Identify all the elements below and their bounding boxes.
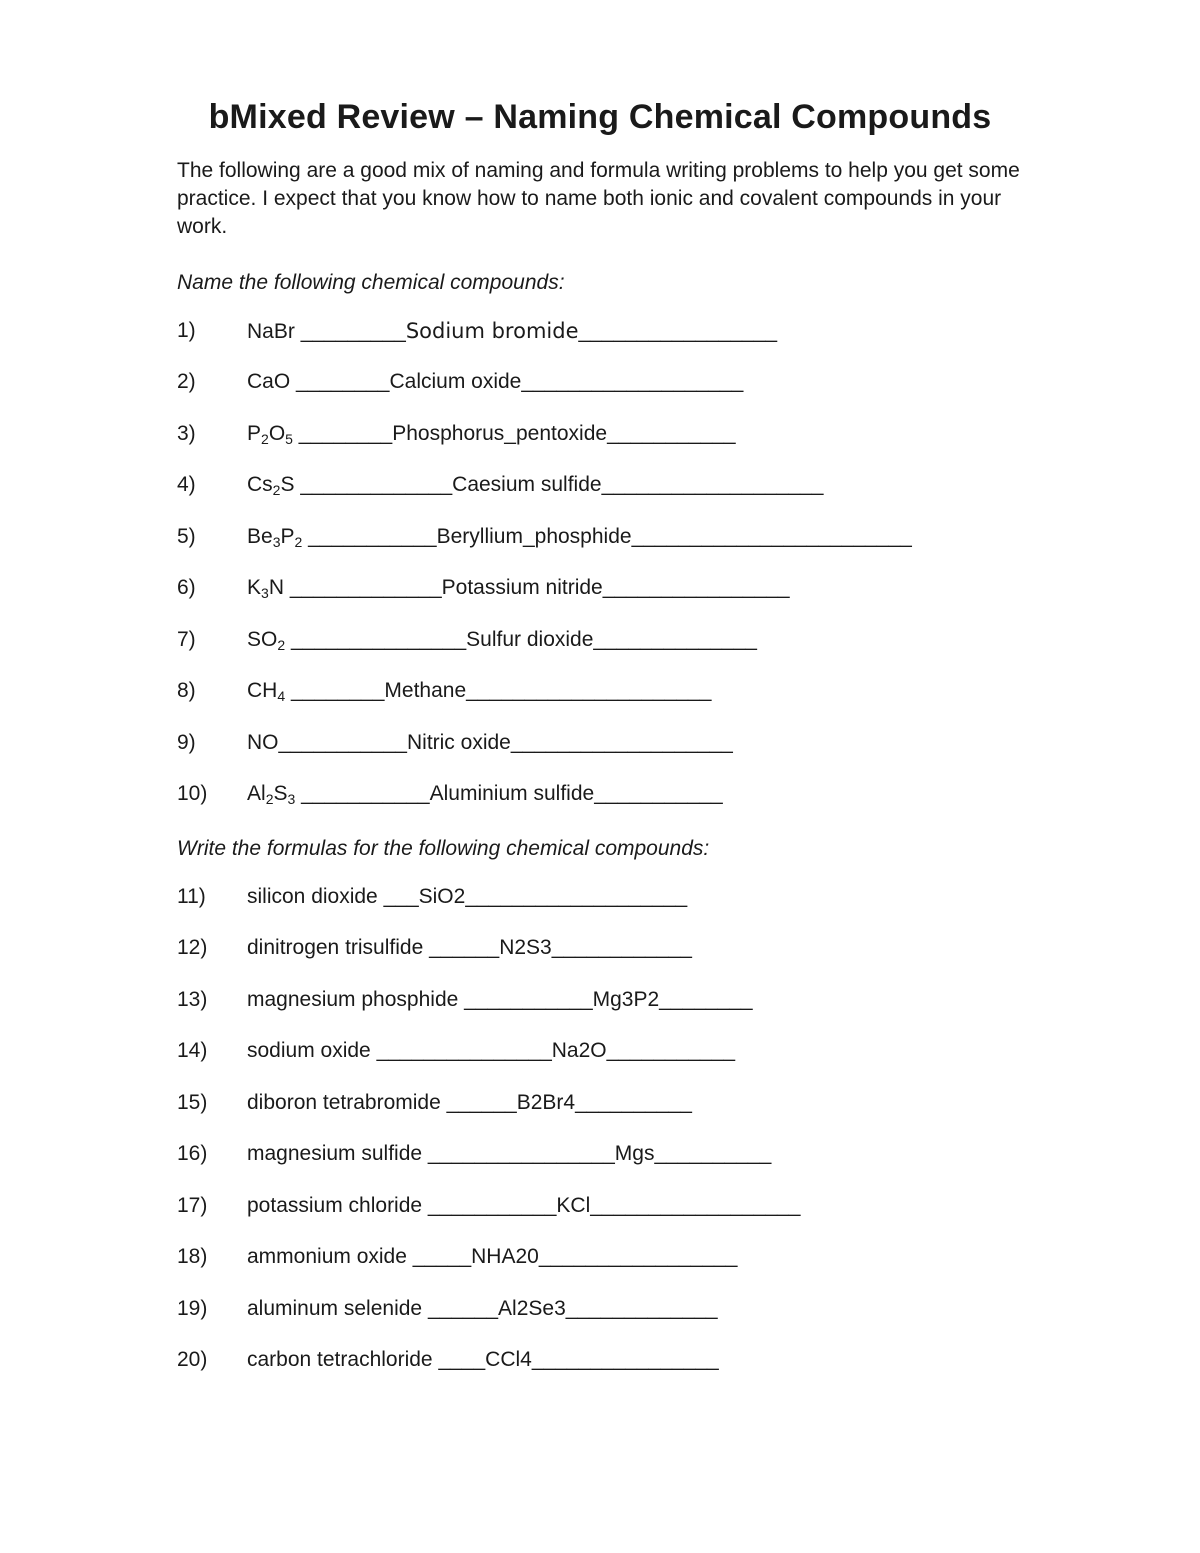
answer-text: KCl xyxy=(556,1194,591,1217)
chemical-formula: $Cs_2S$ xyxy=(247,473,295,498)
answer-text: Phosphorus_pentoxide xyxy=(392,422,608,445)
question-number: 3) xyxy=(177,422,196,445)
question-content xyxy=(247,523,912,551)
answer-text: CCl4 xyxy=(485,1348,532,1371)
answer-blank-leading: _________ xyxy=(294,320,406,343)
question-content xyxy=(247,1192,800,1220)
question-number: 6) xyxy=(177,576,196,599)
section-heading-naming: Name the following chemical compounds: xyxy=(177,271,565,294)
question-number: 8) xyxy=(177,679,196,702)
answer-blank-leading: ________ xyxy=(285,679,385,702)
question-number: 12) xyxy=(177,936,208,959)
answer-blank-leading: _______________ xyxy=(285,628,467,651)
answer-text: Mg3P2 xyxy=(592,988,660,1011)
formula-subscript: 2 xyxy=(277,637,286,653)
question-content xyxy=(247,934,692,962)
compound-name: aluminum selenide xyxy=(247,1297,423,1320)
formula-subscript: 2 xyxy=(272,482,281,498)
question-number: 7) xyxy=(177,628,196,651)
chemical-formula: $Be_3P_2$ xyxy=(247,525,303,550)
answer-blank-leading: ___________ xyxy=(422,1194,557,1217)
answer-blank-trailing: ________ xyxy=(659,988,753,1011)
chemical-formula: $Al_2S_3$ xyxy=(247,782,296,807)
answer-blank-trailing: ________________________ xyxy=(631,525,912,548)
formula-subscript: 3 xyxy=(272,534,281,550)
answer-text: Aluminium sulfide xyxy=(429,782,595,805)
answer-blank-trailing: ______________ xyxy=(593,628,757,651)
formula-subscript: 2 xyxy=(261,431,269,447)
question-number: 1) xyxy=(177,319,196,342)
question-number: 9) xyxy=(177,731,196,754)
compound-name: diboron tetrabromide xyxy=(247,1091,441,1114)
chemical-formula: $K_3N$ xyxy=(247,576,284,601)
chemical-formula: CaO xyxy=(247,370,291,393)
formula-subscript: 2 xyxy=(265,791,274,807)
answer-text: Beryllium_phosphide xyxy=(436,525,632,548)
formula-subscript: 5 xyxy=(285,431,293,447)
formula-subscript: 4 xyxy=(277,688,286,704)
question-number: 16) xyxy=(177,1142,208,1165)
page-title: bMixed Review – Naming Chemical Compounds xyxy=(208,98,992,136)
answer-blank-leading: ______ xyxy=(440,1091,517,1114)
question-content xyxy=(247,1243,737,1271)
compound-name: silicon dioxide xyxy=(247,885,378,908)
answer-blank-leading: ________ xyxy=(292,422,393,445)
question-number: 2) xyxy=(177,370,196,393)
answer-blank-leading: ________________ xyxy=(422,1142,615,1165)
question-content xyxy=(247,626,757,654)
answer-blank-trailing: ________________ xyxy=(531,1348,719,1371)
answer-text: Nitric oxide xyxy=(406,731,511,754)
answer-blank-leading: ___________ xyxy=(302,525,437,548)
compound-name: ammonium oxide xyxy=(247,1245,407,1268)
answer-blank-leading: _____________ xyxy=(294,473,453,496)
answer-text: SiO2 xyxy=(418,885,466,908)
question-number: 17) xyxy=(177,1194,208,1217)
answer-text: NHA20 xyxy=(471,1245,539,1268)
answer-blank-trailing: ___________________ xyxy=(510,731,733,754)
question-content xyxy=(247,317,777,346)
question-content xyxy=(247,677,711,705)
question-number: 4) xyxy=(177,473,196,496)
formula-subscript: 3 xyxy=(287,791,296,807)
answer-text: Sulfur dioxide xyxy=(466,628,594,651)
compound-name: potassium chloride xyxy=(247,1194,423,1217)
answer-blank-trailing: _____________________ xyxy=(466,679,712,702)
answer-blank-trailing: ________________ xyxy=(602,576,790,599)
question-content xyxy=(247,883,687,911)
chemical-formula: $CH_4$ xyxy=(247,679,286,704)
question-number: 14) xyxy=(177,1039,208,1062)
answer-blank-leading: _____ xyxy=(406,1245,472,1268)
compound-name: carbon tetrachloride xyxy=(247,1348,433,1371)
answer-text: Methane xyxy=(384,679,467,702)
answer-text: B2Br4 xyxy=(516,1091,576,1114)
answer-blank-leading: ___ xyxy=(377,885,419,908)
chemical-formula: $P_2O_5$ xyxy=(247,422,293,447)
compound-name: magnesium phosphide xyxy=(247,988,459,1011)
answer-blank-trailing: ___________ xyxy=(607,422,736,445)
question-content xyxy=(247,1037,735,1065)
chemical-formula: $SO_2$ xyxy=(247,628,286,653)
question-content xyxy=(247,1089,692,1117)
answer-text: Potassium nitride xyxy=(441,576,603,599)
question-content xyxy=(247,729,733,757)
answer-blank-leading: ___________ xyxy=(278,731,407,754)
formula-subscript: 3 xyxy=(261,585,269,601)
answer-blank-trailing: __________ xyxy=(575,1091,692,1114)
answer-text: Na2O xyxy=(551,1039,607,1062)
question-content xyxy=(247,1346,719,1374)
question-content xyxy=(247,574,790,602)
question-content xyxy=(247,1295,718,1323)
answer-blank-trailing: ___________________ xyxy=(601,473,824,496)
question-content xyxy=(247,986,753,1014)
answer-blank-leading: _____________ xyxy=(283,576,442,599)
answer-blank-leading: ______ xyxy=(422,1297,499,1320)
question-content xyxy=(247,368,743,396)
answer-text: Mgs xyxy=(614,1142,655,1165)
question-number: 15) xyxy=(177,1091,208,1114)
intro-paragraph: The following are a good mix of naming and formula writing problems to help you get some practice. I expect that you know how to name both ionic and covalent compounds in your work. xyxy=(177,159,1020,238)
answer-blank-trailing: __________________ xyxy=(590,1194,801,1217)
answer-text: N2S3 xyxy=(499,936,552,959)
compound-name: sodium oxide xyxy=(247,1039,371,1062)
answer-blank-leading: ________ xyxy=(290,370,390,393)
answer-text: Caesium sulfide xyxy=(452,473,602,496)
question-number: 18) xyxy=(177,1245,208,1268)
chemical-formula: NaBr xyxy=(247,320,295,343)
section-heading-formulas: Write the formulas for the following chemical compounds: xyxy=(177,837,710,860)
compound-name: magnesium sulfide xyxy=(247,1142,423,1165)
question-number: 10) xyxy=(177,782,208,805)
question-content xyxy=(247,420,736,448)
answer-blank-trailing: ___________________ xyxy=(465,885,688,908)
question-content xyxy=(247,1140,771,1168)
answer-blank-trailing: _____________ xyxy=(565,1297,718,1320)
answer-blank-trailing: ___________ xyxy=(606,1039,736,1062)
answer-blank-leading: ___________ xyxy=(458,988,593,1011)
question-number: 5) xyxy=(177,525,196,548)
question-content xyxy=(247,780,723,808)
answer-blank-leading: _______________ xyxy=(370,1039,552,1062)
question-number: 20) xyxy=(177,1348,208,1371)
answer-blank-leading: ___________ xyxy=(295,782,430,805)
answer-blank-trailing: _________________ xyxy=(538,1245,738,1268)
formula-subscript: 2 xyxy=(294,534,303,550)
answer-blank-trailing: ____________ xyxy=(551,936,692,959)
question-number: 11) xyxy=(177,885,206,908)
question-content xyxy=(247,471,823,499)
answer-blank-trailing: ___________ xyxy=(594,782,723,805)
question-number: 13) xyxy=(177,988,208,1011)
answer-blank-leading: ____ xyxy=(432,1348,486,1371)
answer-text: Al2Se3 xyxy=(498,1297,566,1320)
answer-blank-trailing: _________________ xyxy=(578,320,778,343)
answer-blank-leading: ______ xyxy=(423,936,500,959)
answer-blank-trailing: __________ xyxy=(654,1142,772,1165)
compound-name: dinitrogen trisulfide xyxy=(247,936,424,959)
chemical-formula: NO xyxy=(247,731,279,754)
question-number: 19) xyxy=(177,1297,208,1320)
answer-text: Calcium oxide xyxy=(389,370,522,393)
answer-blank-trailing: ___________________ xyxy=(521,370,744,393)
answer-text: Sodium bromide xyxy=(405,319,579,343)
